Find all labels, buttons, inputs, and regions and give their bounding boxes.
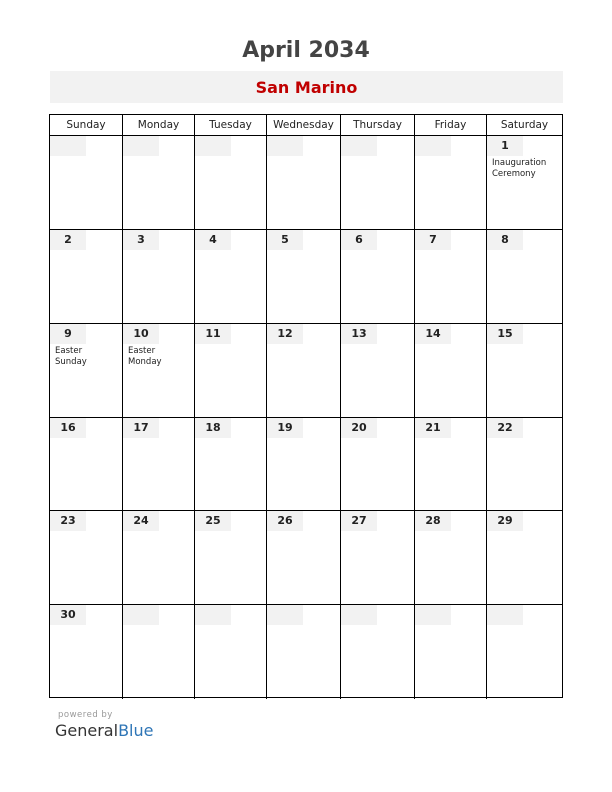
brand-blue: Blue [118, 721, 154, 740]
weekday-header-friday: Friday [415, 115, 487, 135]
day-cell [267, 605, 341, 699]
day-cell [341, 418, 415, 511]
day-cell [267, 418, 341, 511]
day-number [267, 136, 303, 156]
day-cell [341, 136, 415, 230]
day-number: 16 [60, 421, 76, 434]
day-cell [341, 230, 415, 324]
day-cell [415, 418, 487, 511]
day-number [267, 605, 303, 625]
day-number: 22 [497, 421, 513, 434]
day-number [123, 136, 159, 156]
day-cell [487, 605, 562, 699]
day-number [50, 136, 86, 156]
day-cell [487, 136, 562, 230]
country-banner [50, 71, 563, 103]
day-number: 9 [64, 327, 72, 340]
day-cell [50, 230, 123, 324]
day-number: 18 [205, 421, 221, 434]
day-number: 24 [133, 514, 149, 527]
day-number: 11 [205, 327, 221, 340]
day-number [415, 605, 451, 625]
calendar-grid [49, 114, 563, 698]
day-number: 19 [277, 421, 293, 434]
day-number: 6 [355, 233, 363, 246]
holiday-label: Easter Sunday [55, 346, 87, 367]
day-number: 1 [501, 139, 509, 152]
day-number [195, 605, 231, 625]
day-cell [50, 605, 123, 699]
weekday-header-saturday: Saturday [500, 119, 549, 131]
day-cell [267, 136, 341, 230]
day-number: 15 [497, 327, 513, 340]
day-number: 5 [281, 233, 289, 246]
day-cell [50, 324, 123, 418]
day-cell [415, 324, 487, 418]
day-cell [123, 230, 195, 324]
day-number: 7 [429, 233, 437, 246]
day-cell [50, 136, 123, 230]
day-number [341, 605, 377, 625]
day-cell [341, 511, 415, 605]
day-cell [195, 136, 267, 230]
day-number: 2 [64, 233, 72, 246]
day-number: 4 [209, 233, 217, 246]
day-cell [195, 418, 267, 511]
day-number: 20 [351, 421, 367, 434]
day-number: 3 [137, 233, 145, 246]
day-number [341, 136, 377, 156]
day-cell [195, 511, 267, 605]
calendar-title: April 2034 [242, 38, 370, 63]
day-cell [415, 230, 487, 324]
day-number: 12 [277, 327, 293, 340]
day-cell [415, 136, 487, 230]
brand-general: General [55, 721, 119, 740]
day-cell [123, 136, 195, 230]
weekday-header-thursday: Thursday [341, 115, 415, 135]
day-number: 8 [501, 233, 509, 246]
day-cell [341, 324, 415, 418]
day-cell [415, 511, 487, 605]
day-cell [50, 511, 123, 605]
day-number: 23 [60, 514, 76, 527]
day-cell [487, 230, 562, 324]
day-number: 17 [133, 421, 149, 434]
weekday-header-monday: Monday [123, 115, 195, 135]
day-number: 14 [425, 327, 441, 340]
day-cell [123, 511, 195, 605]
day-cell [195, 605, 267, 699]
country-name: San Marino [255, 78, 358, 97]
day-number [195, 136, 231, 156]
day-cell [487, 324, 562, 418]
day-cell [487, 511, 562, 605]
powered-by-label: powered by [58, 710, 113, 720]
weekday-header-tuesday: Tuesday [195, 115, 267, 135]
day-cell [267, 230, 341, 324]
day-number [123, 605, 159, 625]
day-cell [195, 230, 267, 324]
weekday-header-wednesday: Wednesday [267, 115, 341, 135]
day-number: 10 [133, 327, 149, 340]
day-number: 21 [425, 421, 441, 434]
day-cell [341, 605, 415, 699]
day-number: 28 [425, 514, 441, 527]
day-number: 26 [277, 514, 293, 527]
day-cell [123, 605, 195, 699]
day-number [487, 605, 523, 625]
weekday-header-sunday: Sunday [50, 115, 123, 135]
day-number [415, 136, 451, 156]
weekday-header-row [50, 115, 562, 136]
day-cell [267, 511, 341, 605]
day-cell [415, 605, 487, 699]
day-number: 30 [60, 608, 76, 621]
day-cell [50, 418, 123, 511]
day-cell [123, 418, 195, 511]
day-number: 27 [351, 514, 367, 527]
day-number: 29 [497, 514, 513, 527]
day-cell [195, 324, 267, 418]
day-cell [267, 324, 341, 418]
brand-logo [55, 721, 153, 740]
day-cell [123, 324, 195, 418]
day-number: 13 [351, 327, 367, 340]
holiday-label: Easter Monday [128, 346, 162, 367]
day-number: 25 [205, 514, 221, 527]
holiday-label: Inauguration Ceremony [492, 158, 547, 179]
day-cell [487, 418, 562, 511]
